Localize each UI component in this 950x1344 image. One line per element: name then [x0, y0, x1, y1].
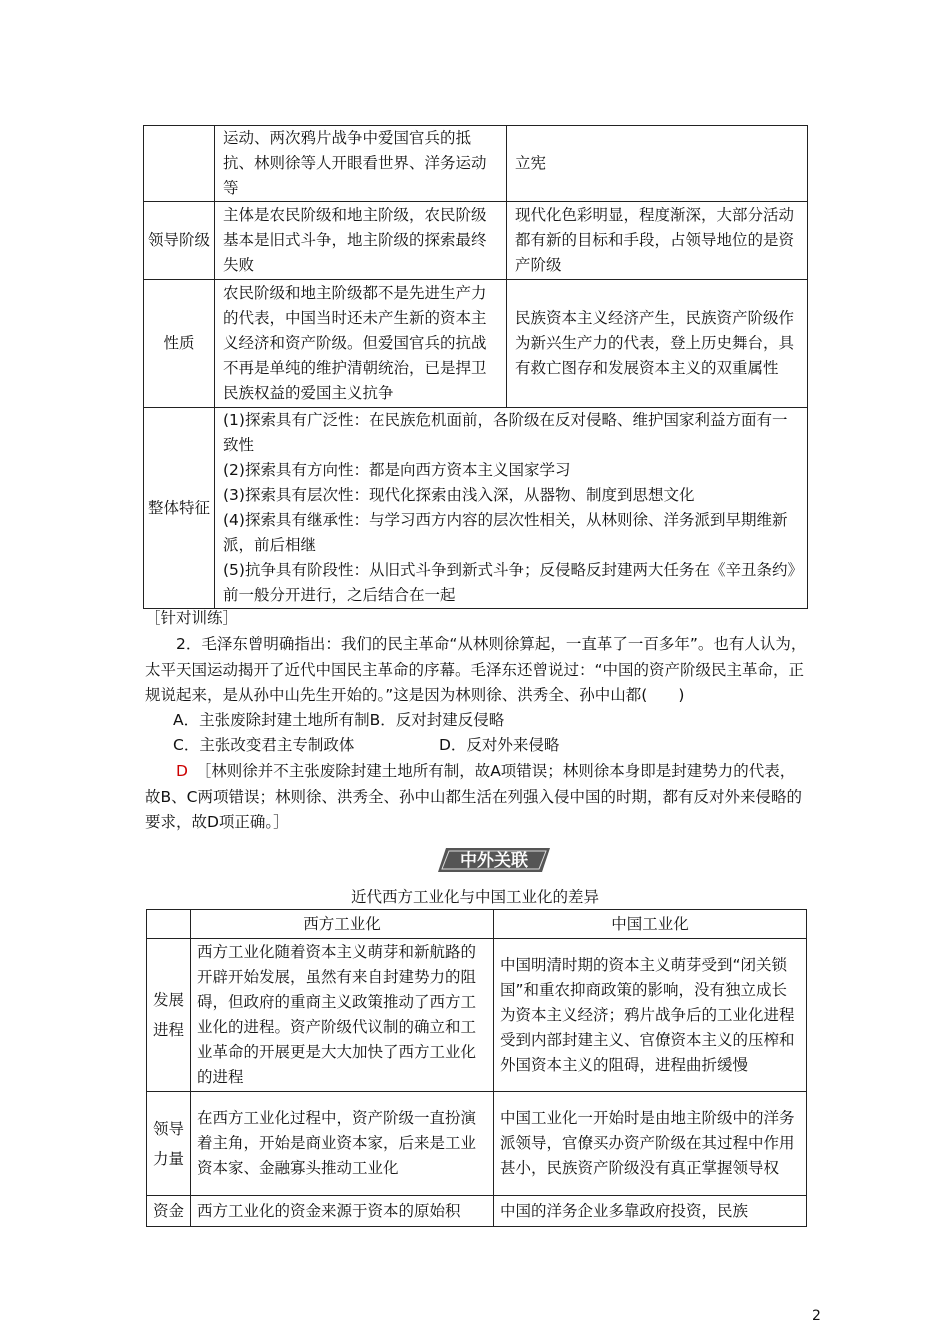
- cell-left: 农民阶级和地主阶级都不是先进生产力的代表，中国当时还未产生新的资本主义经济和资产阶级。但爱国官兵的抗战不再是单纯的维护清朝统治，已是捍卫民族权益的爱国主义抗争: [215, 280, 507, 408]
- cell-left: 运动、两次鸦片战争中爱国官兵的抵抗、林则徐等人开眼看世界、洋务运动等: [215, 126, 507, 202]
- cell-china: 中国工业化一开始时是由地主阶级中的洋务派领导，官僚买办资产阶级在其过程中作用甚小，民族资产阶级没有真正掌握领导权: [494, 1092, 807, 1196]
- row-label: [144, 126, 215, 202]
- explanation-text: ［林则徐并不主张废除封建土地所有制，故A项错误；林则徐本身即是封建势力的代表，故B、C两项错误；林则徐、洪秀全、孙中山都生活在列强入侵中国的时期，都有反对外来侵略的要求，故D项正确。］: [145, 762, 802, 831]
- cell-right: 现代化色彩明显，程度渐深，大部分活动都有新的目标和手段，占领导地位的是资产阶级: [507, 202, 808, 280]
- badge-label: 中外关联: [460, 851, 528, 871]
- exploration-comparison-table: [143, 125, 808, 609]
- row-label: 整体特征: [144, 408, 215, 609]
- feature-item: (3)探索具有层次性：现代化探索由浅入深，从器物、制度到思想文化: [223, 486, 695, 504]
- header-cell: 西方工业化: [191, 910, 494, 939]
- feature-item: (5)抗争具有阶段性：从旧式斗争到新式斗争；反侵略反封建两大任务在《辛丑条约》前一般分开进行，之后结合在一起: [223, 561, 796, 604]
- cell-west: 西方工业化随着资本主义萌芽和新航路的开辟开始发展，虽然有来自封建势力的阻碍，但政府的重商主义政策推动了西方工业化的进程。资产阶级代议制的确立和工业革命的开展更是大大加快了西方工业化的进程: [191, 939, 494, 1092]
- table-row: [147, 1196, 807, 1227]
- row-label: 领导阶级: [144, 202, 215, 280]
- option-a: A．主张废除封建土地所有制B．反对封建反侵略: [173, 711, 505, 729]
- cell-china: 中国明清时期的资本主义萌芽受到“闭关锁国”和重农抑商政策的影响，没有独立成长为资本主义经济；鸦片战争后的工业化进程受到内部封建主义、官僚资本主义的压榨和外国资本主义的阻碍，进程曲折缓慢: [494, 939, 807, 1092]
- section-badge: [438, 846, 550, 874]
- option-b: B．反对封建反侵略: [369, 711, 505, 729]
- cell-china: 中国的洋务企业多靠政府投资，民族: [494, 1196, 807, 1227]
- table-row: [147, 1092, 807, 1196]
- overall-features-cell: [215, 408, 808, 609]
- cell-west: 西方工业化的资金来源于资本的原始积: [191, 1196, 494, 1227]
- question-text: 2．毛泽东曾明确指出：我们的民主革命“从林则徐算起，一直革了一百多年”。也有人认为，太平天国运动揭开了近代中国民主革命的序幕。毛泽东还曾说过：“中国的资产阶级民主革命，正规说起来，是从孙中山先生开始的。”这是因为林则徐、洪秀全、孙中山都( ): [145, 635, 807, 704]
- feature-item: (4)探索具有继承性：与学习西方内容的层次性相关，从林则徐、洋务派到早期维新派，前后相继: [223, 511, 788, 554]
- row-label: 资金: [147, 1196, 191, 1227]
- table-row: [144, 126, 808, 202]
- feature-item: (2)探索具有方向性：都是向西方资本主义国家学习: [223, 461, 571, 479]
- cell-right: 立宪: [507, 126, 808, 202]
- row-label: 发展进程: [147, 939, 191, 1092]
- badge-shape-icon: [438, 846, 550, 874]
- cell-west: 在西方工业化过程中，资产阶级一直扮演着主角，开始是商业资本家，后来是工业资本家、金融寡头推动工业化: [191, 1092, 494, 1196]
- option-d: D．反对外来侵略: [439, 736, 560, 754]
- table-row: [144, 280, 808, 408]
- header-cell: [147, 910, 191, 939]
- answer-explanation: [145, 759, 810, 836]
- table-row: [147, 939, 807, 1092]
- header-cell: 中国工业化: [494, 910, 807, 939]
- row-label: 性质: [144, 280, 215, 408]
- feature-item: (1)探索具有广泛性：在民族危机面前，各阶级在反对侵略、维护国家利益方面有一致性: [223, 411, 788, 454]
- table-caption: 近代西方工业化与中国工业化的差异: [350, 888, 599, 906]
- page-number: 2: [812, 1308, 821, 1324]
- table-header-row: [147, 910, 807, 939]
- answer-letter: D: [176, 762, 188, 780]
- table-row: [144, 408, 808, 609]
- option-c: C．主张改变君主专制政体: [173, 736, 355, 754]
- industrialization-table: [146, 909, 807, 1227]
- table-row: [144, 202, 808, 280]
- cell-right: 民族资本主义经济产生，民族资产阶级作为新兴生产力的代表，登上历史舞台，具有救亡图存和发展资本主义的双重属性: [507, 280, 808, 408]
- training-header: ［针对训练］: [145, 609, 239, 627]
- cell-left: 主体是农民阶级和地主阶级，农民阶级基本是旧式斗争，地主阶级的探索最终失败: [215, 202, 507, 280]
- row-label: 领导力量: [147, 1092, 191, 1196]
